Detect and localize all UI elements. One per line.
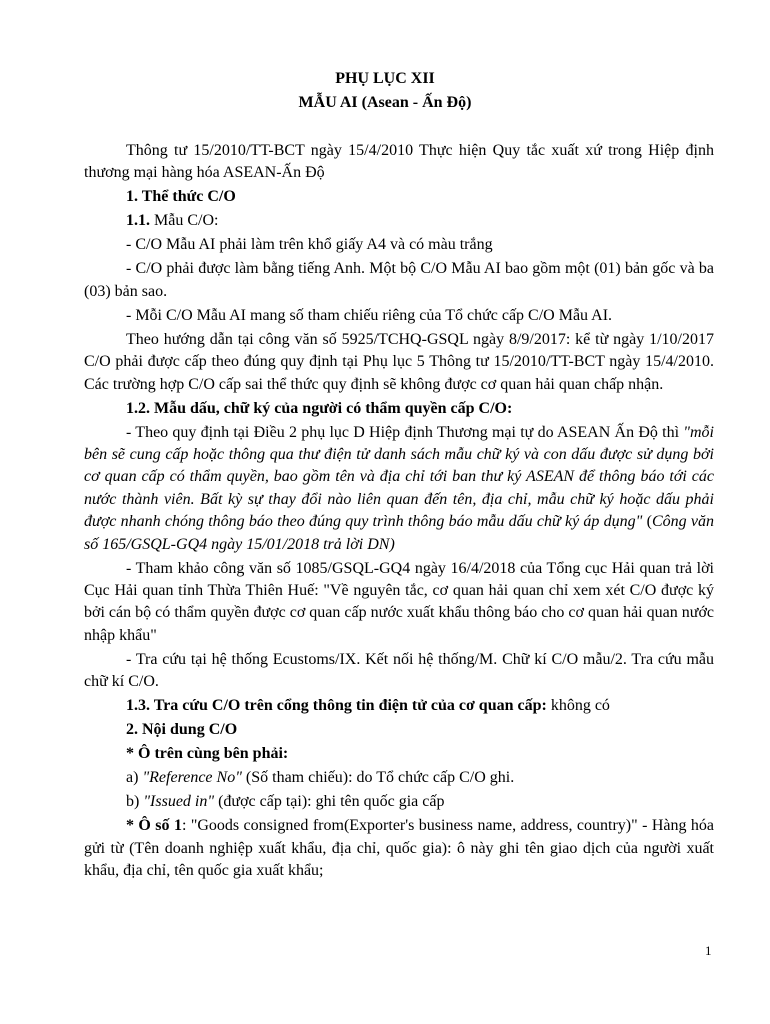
item-b-desc: (được cấp tại): ghi tên quốc gia cấp	[214, 793, 445, 811]
para-1-quote: "mỗi bên sẽ cung cấp hoặc thông qua thư điện tử danh sách mẫu chữ ký và con dấu được sử dụng bởi cơ quan cấp có thẩm quyền, bao gồm tên và địa chỉ tới ban thư ký ASEAN để thông báo tới các nước thành viên. Bất kỳ sự thay đổi nào liên quan đến tên, địa chỉ, mẫu chữ ký hoặc dấu phải được nhanh chóng thông báo theo đúng quy trình thông báo mẫu dấu chữ ký áp dụng"	[84, 423, 714, 531]
box-1-text: : "Goods consigned from(Exporter's business name, address, country)" - Hàng hóa gửi từ (Tên doanh nghiệp xuất khẩu, địa chỉ, quốc gia): ô này ghi tên giao dịch của người xuất khẩu, địa chỉ, tên quốc gia xuất khẩu;	[84, 817, 715, 880]
section-1-1-number: 1.1.	[126, 212, 150, 230]
form-title: MẪU AI (Asean - Ấn Độ)	[298, 94, 472, 111]
section-1-heading: 1. Thể thức C/O	[126, 188, 236, 206]
bullet-paper-size: - C/O Mẫu AI phải làm trên khổ giấy A4 và có màu trắng	[126, 236, 493, 254]
item-issued-in	[84, 791, 714, 813]
item-b-label: b)	[126, 793, 144, 811]
para-1-plain: - Theo quy định tại Điều 2 phụ lục D Hiệp định Thương mại tự do ASEAN Ấn Độ thì	[126, 423, 684, 441]
section-2-heading: 2. Nội dung C/O	[126, 721, 238, 739]
box-1-paragraph	[84, 815, 714, 882]
section-1-1-text: Mẫu C/O:	[150, 212, 219, 230]
section-1-2-para-1	[84, 422, 714, 556]
para-1-ref-open: (	[642, 513, 652, 531]
section-1-1	[84, 210, 714, 232]
intro-paragraph: Thông tư 15/2010/TT-BCT ngày 15/4/2010 Thực hiện Quy tắc xuất xứ trong Hiệp định thương mại hàng hóa ASEAN-Ấn Độ	[84, 142, 714, 182]
page-number: 1	[705, 943, 712, 958]
item-reference-no	[84, 767, 714, 789]
section-1-3	[84, 695, 714, 717]
section-1-2-para-2: - Tham khảo công văn số 1085/GSQL-GQ4 ngày 16/4/2018 của Tổng cục Hải quan trả lời Cục Hải quan tỉnh Thừa Thiên Huế: "Về nguyên tắc, cơ quan hải quan chỉ xem xét C/O được ký bởi cán bộ có thẩm quyền được cơ quan cấp nước xuất khẩu thông báo cho cơ quan hải quan nước nhập khẩu"	[84, 559, 714, 644]
document-body	[84, 140, 714, 884]
top-right-box-heading: * Ô trên cùng bên phải:	[126, 745, 289, 763]
bullet-reference: - Mỗi C/O Mẫu AI mang số tham chiếu riêng của Tổ chức cấp C/O Mẫu AI.	[126, 306, 613, 324]
bullet-language: - C/O phải được làm bằng tiếng Anh. Một bộ C/O Mẫu AI bao gồm một (01) bản gốc và ba (03) bản sao.	[84, 260, 714, 300]
appendix-title: PHỤ LỤC XII	[335, 70, 435, 87]
section-1-3-heading: 1.3. Tra cứu C/O trên cổng thông tin điện tử của cơ quan cấp:	[126, 697, 547, 715]
item-a-label: a)	[126, 769, 143, 787]
section-1-2-heading: 1.2. Mẫu dấu, chữ ký của người có thẩm quyền cấp C/O:	[126, 399, 513, 417]
box-1-label: * Ô số 1	[126, 817, 182, 835]
section-1-2-para-3: - Tra cứu tại hệ thống Ecustoms/IX. Kết nối hệ thống/M. Chữ kí C/O mẫu/2. Tra cứu mẫu chữ kí C/O.	[84, 650, 714, 691]
item-a-desc: (Số tham chiếu): do Tổ chức cấp C/O ghi.	[241, 769, 515, 787]
item-a-term: "Reference No"	[142, 769, 242, 787]
para-1-reference: Công văn số 165/GSQL-GQ4 ngày 15/01/2018 trả lời DN)	[84, 513, 714, 553]
guidance-paragraph: Theo hướng dẫn tại công văn số 5925/TCHQ-GSQL ngày 8/9/2017: kể từ ngày 1/10/2017 C/O phải được cấp theo đúng quy định tại Phụ lục 5 Thông tư 15/2010/TT-BCT ngày 15/4/2010. Các trường hợp C/O cấp sai thể thức quy định sẽ không được cơ quan hải quan chấp nhận.	[84, 330, 714, 393]
section-1-3-value: không có	[546, 697, 610, 715]
item-b-term: "Issued in"	[143, 793, 215, 811]
